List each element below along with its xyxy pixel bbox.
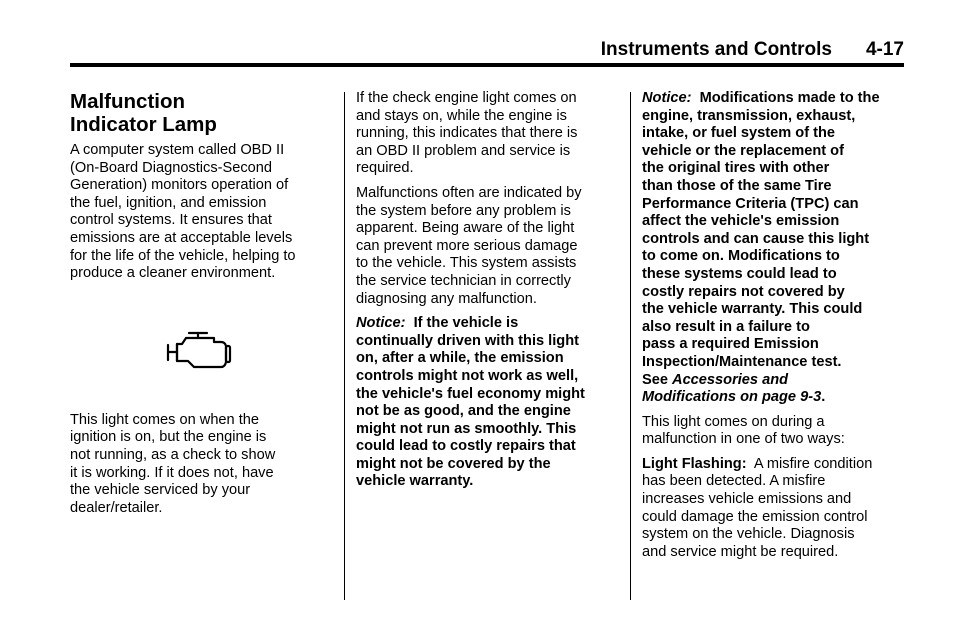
- text-line: control systems. It ensures that: [70, 212, 272, 229]
- text-line: continually driven with this light: [356, 332, 579, 349]
- light-flashing-paragraph: [642, 456, 906, 562]
- text-line: Generation) monitors operation of: [70, 177, 289, 194]
- text-line: it is working. If it does not, have: [70, 464, 274, 481]
- light-check-paragraph: [70, 412, 330, 518]
- see-prefix: See: [642, 371, 673, 388]
- text-line: can prevent more serious damage: [356, 237, 578, 254]
- notice-label: Notice:: [356, 315, 406, 332]
- text-line: [642, 90, 906, 108]
- text-line: If the check engine light comes on: [356, 90, 577, 106]
- text-line: controls and can cause this light: [642, 230, 870, 247]
- malfunctions-paragraph: [356, 185, 618, 308]
- two-ways-paragraph: [642, 414, 906, 449]
- text-line: the vehicle's fuel economy might: [356, 385, 585, 402]
- text-line: these systems could lead to: [642, 265, 837, 282]
- heading-line: Malfunction: [70, 90, 186, 113]
- intro-paragraph: [70, 142, 330, 283]
- icon-area: [70, 290, 330, 412]
- text-line: increases vehicle emissions and: [642, 491, 852, 508]
- text-line: diagnosing any malfunction.: [356, 290, 537, 307]
- text-line: for the life of the vehicle, helping to: [70, 247, 296, 264]
- notice-modifications: [642, 90, 906, 407]
- text-line: engine, transmission, exhaust,: [642, 107, 856, 124]
- text-line: emissions are at acceptable levels: [70, 229, 293, 246]
- cross-reference-link[interactable]: Accessories and: [672, 371, 789, 388]
- notice-label: Notice:: [642, 90, 692, 106]
- text-line: might not run as smoothly. This: [356, 420, 577, 437]
- text-line: This light comes on when the: [70, 411, 260, 428]
- text-line: not running, as a check to show: [70, 446, 276, 463]
- text-line: [642, 372, 906, 390]
- section-title: Instruments and Controls: [600, 39, 832, 60]
- text-line: apparent. Being aware of the light: [356, 220, 575, 237]
- text-line: vehicle or the replacement of: [642, 142, 844, 159]
- text-line: (On-Board Diagnostics-Second: [70, 159, 272, 176]
- text-line: to come on. Modifications to: [642, 248, 840, 265]
- text-line: pass a required Emission: [642, 336, 819, 353]
- text-line: intake, or fuel system of the: [642, 125, 836, 142]
- heading-line: Indicator Lamp: [70, 113, 217, 136]
- section-heading: [70, 90, 330, 136]
- text-line: malfunction in one of two ways:: [642, 431, 845, 448]
- text-line: the vehicle serviced by your: [70, 482, 251, 499]
- text-line: produce a cleaner environment.: [70, 265, 276, 282]
- text-line: affect the vehicle's emission: [642, 213, 840, 230]
- flashing-first-line: A misfire condition: [753, 455, 873, 472]
- text-line: A computer system called OBD II: [70, 142, 285, 158]
- text-line: dealer/retailer.: [70, 499, 163, 516]
- text-line: the original tires with other: [642, 160, 830, 177]
- text-line: Malfunctions often are indicated by: [356, 184, 582, 201]
- text-line: required.: [356, 160, 414, 177]
- text-line: not be as good, and the engine: [356, 403, 571, 420]
- page-header: [70, 38, 904, 62]
- text-line: an OBD II problem and service is: [356, 142, 571, 159]
- notice-continual-driving: [356, 315, 618, 491]
- text-line: has been detected. A misfire: [642, 473, 826, 490]
- text-line: the vehicle warranty. This could: [642, 301, 863, 318]
- text-line: the service technician in correctly: [356, 272, 571, 289]
- text-line: Inspection/Maintenance test.: [642, 353, 842, 370]
- text-line: the fuel, ignition, and emission: [70, 194, 267, 211]
- check-engine-icon: [164, 330, 236, 372]
- text-line: vehicle warranty.: [356, 473, 474, 490]
- text-line: system on the vehicle. Diagnosis: [642, 526, 855, 543]
- column-divider-1: [344, 92, 345, 600]
- flashing-label: Light Flashing:: [642, 455, 747, 472]
- text-line: could damage the emission control: [642, 508, 868, 525]
- text-line: controls might not work as well,: [356, 367, 579, 384]
- notice-first-line: If the vehicle is: [413, 315, 519, 332]
- text-line: and stays on, while the engine is: [356, 107, 567, 124]
- text-line: to the vehicle. This system assists: [356, 255, 577, 272]
- text-line: This light comes on during a: [642, 413, 825, 430]
- column-1: [70, 90, 330, 524]
- see-suffix: .: [821, 389, 826, 406]
- text-line: on, after a while, the emission: [356, 350, 564, 367]
- text-line: might not be covered by the: [356, 455, 551, 472]
- text-line: [642, 456, 906, 474]
- column-divider-2: [630, 92, 631, 600]
- text-line: [642, 389, 906, 407]
- text-line: Performance Criteria (TPC) can: [642, 195, 859, 212]
- text-line: also result in a failure to: [642, 318, 810, 335]
- text-line: running, this indicates that there is: [356, 125, 578, 142]
- text-line: costly repairs not covered by: [642, 283, 845, 300]
- column-3: [642, 90, 906, 568]
- page-number: 4-17: [865, 39, 904, 60]
- text-line: than those of the same Tire: [642, 177, 832, 194]
- column-2: [356, 90, 618, 498]
- text-line: the system before any problem is: [356, 202, 571, 219]
- text-line: ignition is on, but the engine is: [70, 429, 267, 446]
- stays-on-paragraph: [356, 90, 618, 178]
- header-rule: [70, 63, 904, 67]
- text-line: [356, 315, 618, 333]
- notice-first-line: Modifications made to the: [699, 90, 880, 106]
- cross-reference-link[interactable]: Modifications on page 9-3: [642, 389, 822, 406]
- text-line: could lead to costly repairs that: [356, 438, 576, 455]
- text-line: and service might be required.: [642, 543, 839, 560]
